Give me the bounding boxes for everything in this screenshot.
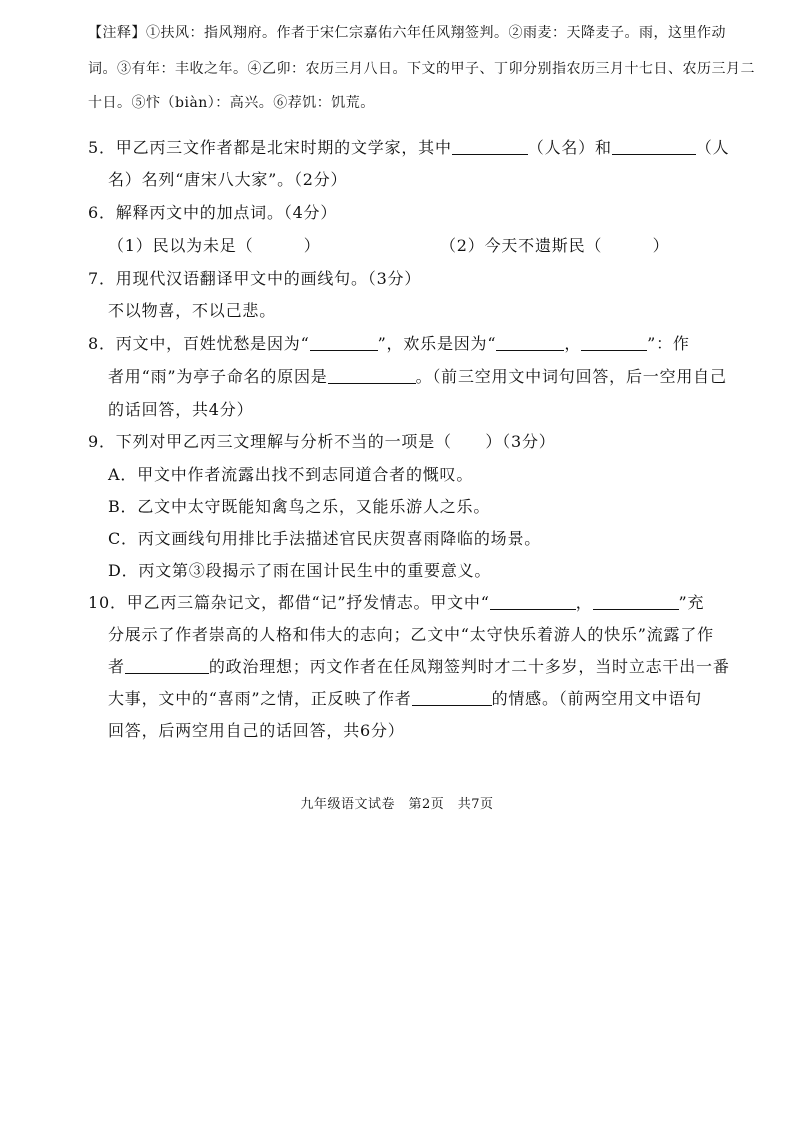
q10-text-c: ”充	[678, 593, 705, 612]
q10-blank-1[interactable]	[490, 593, 576, 610]
page-footer: 九年级语文试卷 第2页 共7页	[300, 797, 494, 812]
question-9-option-c[interactable]: C．丙文画线句用排比手法描述官民庆贺喜雨降临的场景。	[108, 529, 542, 548]
question-5-line-2: 名）名列“唐宋八大家”。（2分）	[108, 170, 348, 189]
q10-blank-2[interactable]	[593, 593, 679, 610]
question-10-line-3	[108, 654, 730, 677]
q10-text-a: 10．甲乙丙三篇杂记文，都借“记”抒发情志。甲文中“	[88, 593, 490, 612]
q8-text-c: ，	[564, 334, 582, 353]
q10-text-f: 大事，文中的“喜雨”之情，正反映了作者	[108, 689, 412, 708]
question-8-line-3: 的话回答，共4分）	[108, 400, 254, 419]
question-10-line-5: 回答，后两空用自己的话回答，共6分）	[108, 721, 405, 740]
q8-text-a: 8．丙文中，百姓忧愁是因为“	[88, 334, 310, 353]
question-10-line-4	[108, 686, 702, 709]
q10-blank-3[interactable]	[125, 657, 209, 674]
q8-blank-4[interactable]	[328, 367, 416, 384]
q10-text-b: ，	[575, 593, 593, 612]
question-9-title: 9．下列对甲乙丙三文理解与分析不当的一项是（ ）（3分）	[88, 432, 556, 451]
q10-text-e: 的政治理想；丙文作者在任凤翔签判时才二十多岁，当时立志干出一番	[208, 657, 730, 676]
q5-text-a: 5．甲乙丙三文作者都是北宋时期的文学家，其中	[88, 138, 452, 157]
question-10-line-1	[88, 590, 704, 613]
q8-blank-1[interactable]	[310, 334, 378, 351]
question-6-item-2: （2）今天不遗斯民（ ）	[440, 236, 670, 255]
note-line-1: 【注释】①扶风：指风翔府。作者于宋仁宗嘉佑六年任风翔签判。②雨麦：天降麦子。雨，这里作动	[88, 25, 726, 41]
question-10-line-2: 分展示了作者崇高的人格和伟大的志向；乙文中“太守快乐着游人的快乐”流露了作	[108, 625, 714, 644]
question-5-line-1	[88, 135, 729, 158]
q8-text-b: ”，欢乐是因为“	[377, 334, 497, 353]
question-6-title: 6．解释丙文中的加点词。（4分）	[88, 203, 338, 222]
q5-text-c: （人	[695, 138, 730, 157]
q5-blank-2[interactable]	[612, 138, 696, 155]
q8-text-d: ”：作	[647, 334, 690, 353]
question-7-sentence: 不以物喜，不以己悲。	[108, 301, 277, 320]
q10-text-d: 者	[108, 657, 125, 676]
q5-blank-1[interactable]	[452, 138, 528, 155]
question-9-option-b[interactable]: B．乙文中太守既能知禽鸟之乐，又能乐游人之乐。	[108, 497, 491, 516]
note-line-3: 十日。⑤忭（biàn）：高兴。⑥荐饥：饥荒。	[88, 95, 375, 111]
question-8-line-2	[108, 364, 727, 387]
question-9-option-a[interactable]: A．甲文中作者流露出找不到志同道合者的慨叹。	[108, 465, 474, 484]
q10-text-g: 的情感。（前两空用文中语句	[491, 689, 702, 708]
note-line-2: 词。③有年：丰收之年。④乙卯：农历三月八日。下文的甲子、丁卯分别指农历三月十七日、农历三月二	[88, 61, 755, 77]
q8-blank-3[interactable]	[581, 334, 647, 351]
question-9-option-d[interactable]: D．丙文第③段揭示了雨在国计民生中的重要意义。	[108, 561, 492, 580]
question-6-item-1: （1）民以为未足（ ）	[108, 236, 321, 255]
question-8-line-1	[88, 331, 690, 354]
q5-text-b: （人名）和	[527, 138, 612, 157]
q8-text-f: 。（前三空用文中词句回答，后一空用自己	[415, 367, 727, 386]
question-7-title: 7．用现代汉语翻译甲文中的画线句。（3分）	[88, 269, 422, 288]
q10-blank-4[interactable]	[412, 689, 492, 706]
q8-text-e: 者用“雨”为亭子命名的原因是	[108, 367, 328, 386]
q8-blank-2[interactable]	[496, 334, 564, 351]
